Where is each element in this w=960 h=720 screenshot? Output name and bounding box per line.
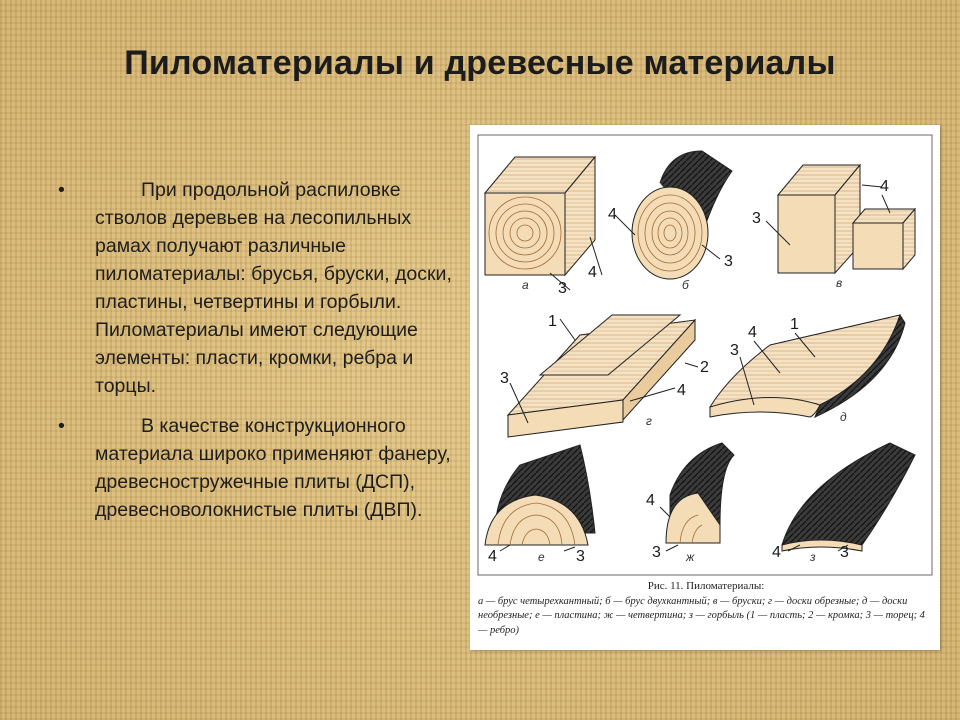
caption-title: Рис. 11. Пиломатериалы: (647, 580, 765, 592)
bullet-marker: • (58, 415, 65, 437)
caption-body: а — брус четырехкантный; б — брус двухкантный; в — бруски; г — доски обрезные; д — доски необрезные; е — пластина; ж — четвертина; з — горбыль (1 — пласть; 2 — кромка; 3 — торец; 4 — ребро) (478, 595, 925, 636)
panel-zh-quarter-log (660, 443, 734, 551)
bullet-text: При продольной распиловке стволов деревьев на лесопильных рамах получают различные пиломатериалы: брусья, бруски, доски, пластины, четвертины и горбыли. Пиломатериалы имеют следующие элементы: пласти, кромки, ребра и торцы. (95, 179, 452, 397)
text-block (58, 176, 468, 536)
callout-b-4: 4 (608, 206, 617, 223)
panel-label-z: з (810, 550, 816, 564)
callout-z-3: 3 (840, 544, 849, 561)
panel-g-edged-boards (508, 315, 698, 437)
bullet-text: В качестве конструкционного материала широко применяют фанеру, древесностружечные плиты (ДСП), древесноволокнистые плиты (ДВП). (95, 415, 451, 521)
callout-z-4: 4 (772, 544, 781, 561)
bullet-marker: • (58, 179, 65, 201)
panel-label-e: е (538, 550, 545, 564)
panel-label-b: б (682, 278, 689, 292)
bullet-item (58, 412, 468, 524)
bullet-item (58, 176, 468, 400)
callout-g-2: 2 (700, 359, 709, 376)
panel-e-half-log (485, 445, 595, 551)
callout-v-3: 3 (752, 210, 761, 227)
callout-b-3: 3 (724, 253, 733, 270)
callout-a-4: 4 (588, 264, 597, 281)
lumber-illustration (470, 125, 940, 650)
callout-d-3: 3 (730, 342, 739, 359)
panel-d-unedged-boards (710, 315, 905, 417)
panel-label-g: г (646, 414, 652, 428)
panel-b-two-edge-beam (615, 151, 732, 279)
panel-z-slab (782, 443, 915, 551)
panel-a-square-beam (485, 157, 602, 290)
callout-v-4: 4 (880, 178, 889, 195)
callout-g-3: 3 (500, 370, 509, 387)
lumber-figure (470, 125, 940, 650)
callout-d-1: 1 (790, 316, 799, 333)
callout-e-4: 4 (488, 548, 497, 565)
slide-title: Пиломатериалы и древесные материалы (124, 44, 836, 82)
panel-label-v: в (836, 276, 843, 290)
callout-zh-3: 3 (652, 544, 661, 561)
callout-e-3: 3 (576, 548, 585, 565)
callout-a-3: 3 (558, 280, 567, 297)
callout-d-4: 4 (748, 324, 757, 341)
panel-label-a: а (522, 278, 529, 292)
panel-label-d: д (840, 410, 847, 424)
panel-v-bars (766, 165, 915, 273)
callout-zh-4: 4 (646, 492, 655, 509)
panel-label-zh: ж (686, 550, 695, 564)
figure-caption (478, 579, 934, 638)
callout-g-1: 1 (548, 313, 557, 330)
callout-g-4: 4 (677, 382, 686, 399)
